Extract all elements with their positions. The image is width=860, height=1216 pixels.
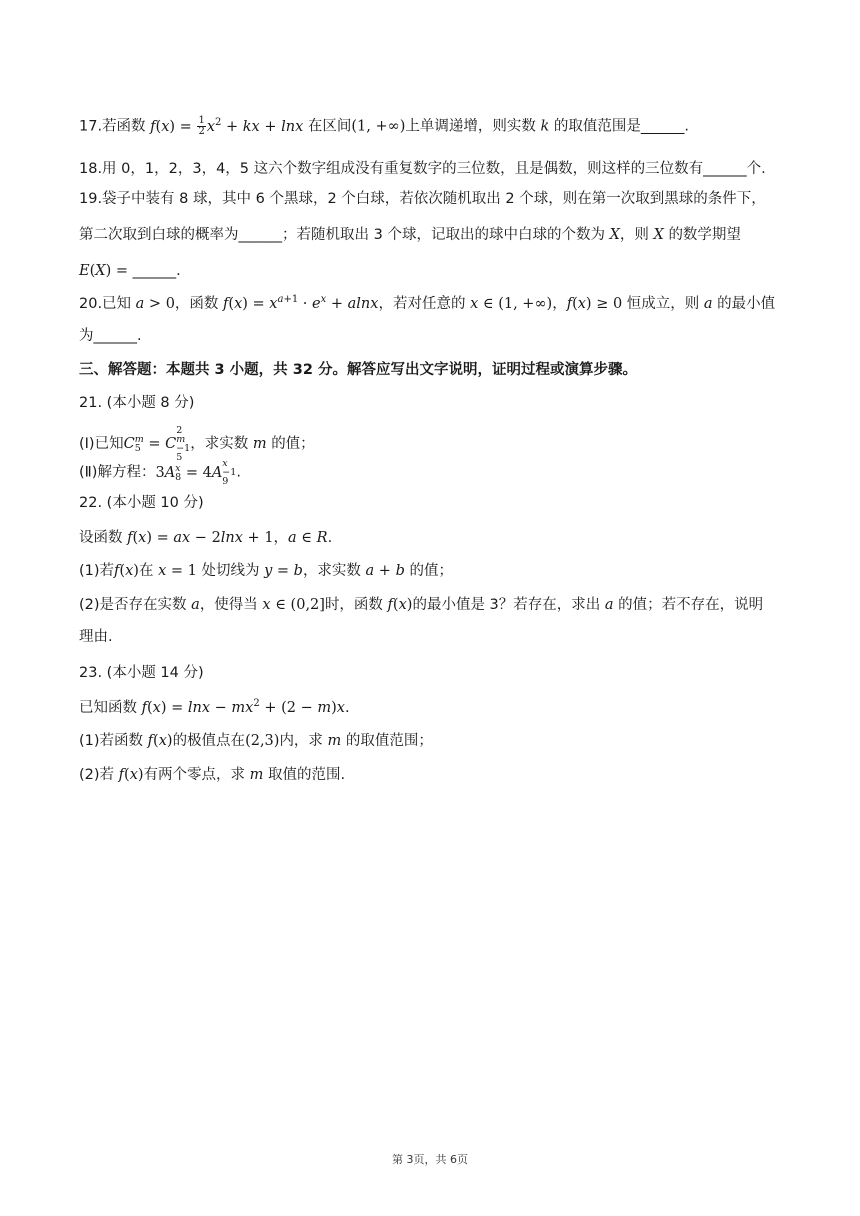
q19-var-x: X — [609, 227, 620, 243]
q22-setup-text-3: . — [327, 530, 333, 546]
q19-text-2a: 第二次取到白球的概率为______；若随机取出 3 个球，记取出的球中白球的个数为 — [79, 227, 605, 243]
q20-var-a: a — [703, 296, 713, 312]
q22-p2-text-f: 理由. — [79, 629, 113, 645]
q19-expectation: E(X) = — [79, 263, 133, 279]
q21-p2-text-b: . — [236, 464, 241, 481]
question-22-head — [79, 493, 790, 513]
question-23-setup — [79, 698, 790, 718]
q22-var-a: a — [191, 597, 200, 613]
q22-domain: a ∈ R — [288, 530, 328, 546]
q23-setup-text-1: 已知函数 — [79, 700, 137, 716]
q22-interval: x ∈ (0,2] — [262, 597, 325, 613]
q17-number: 17. — [79, 118, 103, 135]
question-22-setup — [79, 528, 790, 548]
q23-p2-text-b: 有两个零点，求 — [143, 767, 246, 783]
q22-heading: 22. (本小题 10 分) — [79, 495, 204, 511]
page-number-text: 第 3页，共 6页 — [392, 1153, 468, 1166]
q23-setup-text-2: . — [344, 700, 350, 716]
q23-p2-text-c: 取值的范围. — [268, 767, 346, 783]
q20-text-3: ，若对任意的 — [378, 296, 466, 312]
q22-fx: f(x) — [114, 563, 139, 579]
q19-text-2c: 的数学期望 — [668, 227, 741, 243]
q22-p2-text-d: 的最小值是 3？若存在，求出 — [412, 597, 601, 613]
q23-function: $f(x) = \ln x - mx^2 + (2 - m)x$ — [141, 698, 345, 716]
question-18 — [79, 159, 790, 179]
q23-var-m-2: m — [249, 767, 264, 783]
q20-text-2: ，函数 — [174, 296, 219, 312]
fraction-one-half: $\frac{1}{2}$ — [198, 115, 205, 137]
q22-setup-text-1: 设函数 — [79, 530, 123, 546]
q17-interval: (1, +∞) — [351, 118, 406, 135]
q20-text-1: 20.已知 — [79, 296, 132, 312]
q19-var-x2: X — [653, 227, 664, 243]
q22-function: f(x) = ax − 2lnx + 1 — [127, 530, 274, 546]
q20-cond-a: a > 0 — [135, 296, 175, 312]
q22-a-plus-b: a + b — [365, 563, 405, 579]
q20-text-4: ， — [552, 296, 567, 312]
q21-heading: 21. (本小题 8 分) — [79, 395, 195, 411]
q23-fx: f(x) — [147, 733, 173, 749]
q20-text-line2: 为______. — [79, 328, 142, 344]
q22-p2-text-e: 的值；若不存在，说明 — [618, 597, 764, 613]
q22-p1-text-b: 在 — [138, 563, 154, 579]
q23-var-m: m — [327, 733, 342, 749]
q21-p2-text-a: (Ⅱ)解方程： — [79, 464, 156, 481]
q22-p2-text-b: ，使得当 — [199, 597, 258, 613]
question-23-head — [79, 663, 790, 683]
q20-function: $f(x) = x^{a+1} \cdot e^x + alnx$ — [223, 294, 379, 312]
q23-fx-2: f(x) — [118, 767, 144, 783]
question-20-line-1 — [79, 294, 790, 314]
q17-text-3: 上单调递增，则实数 — [405, 118, 536, 135]
question-22-part-1 — [79, 561, 790, 581]
q17-text-4: 的取值范围是______. — [553, 118, 689, 135]
q20-text-5: 恒成立，则 — [626, 296, 700, 312]
question-19-line-2 — [79, 225, 790, 245]
section-3-heading — [79, 360, 790, 380]
q23-interval: (2,3) — [245, 733, 280, 749]
q23-p1-text-b: 的极值点在 — [172, 733, 246, 749]
q21-p1-text-a: (Ⅰ)已知 — [79, 436, 124, 452]
q17-function: f(x) = $\frac{1}{2}$ $x^2$ + kx + lnx — [150, 115, 304, 137]
question-17 — [79, 116, 790, 137]
q21-p1-text-c: 的值； — [271, 436, 315, 452]
q17-text-2: 在区间 — [307, 118, 352, 135]
q21-var-m: m — [252, 436, 267, 452]
q23-p1-text-d: 的取值范围； — [345, 733, 433, 749]
q22-p2-text-a: (2)是否存在实数 — [79, 597, 187, 613]
question-22-part-2 — [79, 595, 790, 615]
q20-inequality: f(x) ≥ 0 — [566, 296, 623, 312]
q22-fx-2: f(x) — [387, 597, 413, 613]
q22-tangent: y = b — [264, 563, 303, 579]
q22-p1-text-a: (1)若 — [79, 563, 115, 579]
question-19-line-3 — [79, 261, 790, 281]
page-footer — [0, 1151, 860, 1167]
q22-var-a-2: a — [604, 597, 614, 613]
question-21-head — [79, 393, 790, 413]
q22-p1-text-d: ，求实数 — [302, 563, 361, 579]
q20-domain: x ∈ (1, +∞) — [470, 296, 553, 312]
q23-p2-text-a: (2)若 — [79, 767, 115, 783]
q23-p1-text-c: 内，求 — [279, 733, 323, 749]
q22-p2-text-c: 时，函数 — [324, 597, 383, 613]
q18-text: 18.用 0，1，2，3，4，5 这六个数字组成没有重复数字的三位数，且是偶数，则这样的三位数有______个. — [79, 161, 766, 177]
q19-text-1: 19.袋子中装有 8 球，其中 6 个黑球，2 个白球，若依次随机取出 2 个球，则在第一次取到黑球的条件下， — [79, 191, 766, 207]
q22-setup-text-2: ， — [273, 530, 289, 546]
question-21-part-2 — [79, 459, 790, 486]
question-22-part-2-cont — [79, 627, 790, 647]
q21-p1-text-b: ，求实数 — [190, 436, 249, 452]
q17-var-k: k — [540, 118, 550, 135]
q17-text-1: 若函数 — [102, 118, 146, 135]
section-3-text: 三、解答题：本题共 3 小题，共 32 分。解答应写出文字说明，证明过程或演算步骤。 — [79, 362, 637, 378]
q21-combination-equation: C m 5 = C 2 m −1 5 — [123, 425, 191, 463]
question-20-line-2 — [79, 326, 790, 346]
question-21-part-1 — [79, 426, 790, 462]
question-23-part-1 — [79, 731, 790, 751]
q23-p1-text-a: (1)若函数 — [79, 733, 144, 749]
q23-heading: 23. (本小题 14 分) — [79, 665, 204, 681]
q20-text-6: 的最小值 — [717, 296, 776, 312]
q22-x-eq-1: x = 1 — [158, 563, 197, 579]
q19-text-2b: ，则 — [619, 227, 649, 243]
q22-p1-text-e: 的值； — [409, 563, 453, 579]
q21-permutation-equation: 3A x 8 = 4A x −1 9 — [155, 458, 237, 487]
question-19-line-1 — [79, 189, 790, 209]
q19-text-3: ______. — [132, 263, 181, 279]
q22-p1-text-c: 处切线为 — [201, 563, 260, 579]
question-23-part-2 — [79, 765, 790, 785]
